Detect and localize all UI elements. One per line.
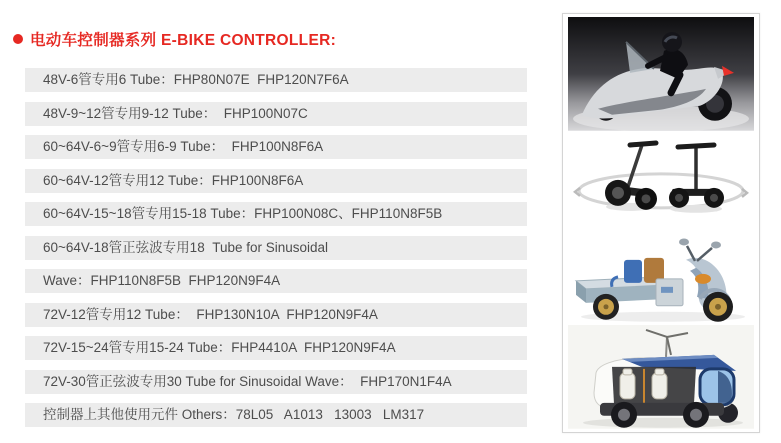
list-item: 48V-6管专用6 Tube：FHP80N07E FHP120N7F6A bbox=[25, 68, 527, 92]
list-item: 60~64V-6~9管专用6-9 Tube： FHP100N8F6A bbox=[25, 135, 527, 159]
product-photo-panel bbox=[562, 13, 760, 433]
list-item: 60~64V-12管专用12 Tube：FHP100N8F6A bbox=[25, 169, 527, 193]
controller-list bbox=[25, 68, 527, 437]
concept-electric-trike-photo bbox=[568, 17, 754, 131]
concept-trike-illustration bbox=[568, 17, 754, 131]
battery-label bbox=[661, 286, 673, 292]
scooters-illustration bbox=[568, 133, 754, 225]
list-item: 72V-30管正弦波专用30 Tube for Sinusoidal Wave： FHP170N1F4A bbox=[25, 370, 527, 394]
cabin-seats bbox=[620, 369, 667, 403]
concept-car-illustration bbox=[568, 325, 754, 429]
list-item: Wave：FHP110N8F5B FHP120N9F4A bbox=[25, 269, 527, 293]
shadow bbox=[583, 418, 743, 428]
self-balancing-scooters-photo bbox=[568, 133, 754, 225]
cargo-trike-illustration bbox=[568, 227, 754, 324]
list-item: 60~64V-15~18管专用15-18 Tube：FHP100N08C、FHP110N8F5B bbox=[25, 202, 527, 226]
white-background bbox=[568, 133, 754, 225]
list-item: 48V-9~12管专用9-12 Tube： FHP100N07C bbox=[25, 102, 527, 126]
page-title bbox=[13, 28, 336, 50]
list-item: 72V-15~24管专用15-24 Tube：FHP4410A FHP120N9F4A bbox=[25, 336, 527, 360]
list-item: 控制器上其他使用元件 Others：78L05 A1013 13003 LM317 bbox=[25, 403, 527, 427]
page-title-text: 电动车控制器系列 E-BIKE CONTROLLER: bbox=[30, 32, 337, 49]
electric-cargo-tricycle-photo bbox=[568, 227, 754, 324]
list-item: 72V-12管专用12 Tube： FHP130N10A FHP120N9F4A bbox=[25, 303, 527, 327]
list-item: 60~64V-18管正弦波专用18 Tube for Sinusoidal bbox=[25, 236, 527, 260]
solar-concept-car-photo bbox=[568, 325, 754, 429]
red-bullet-icon bbox=[13, 34, 23, 44]
